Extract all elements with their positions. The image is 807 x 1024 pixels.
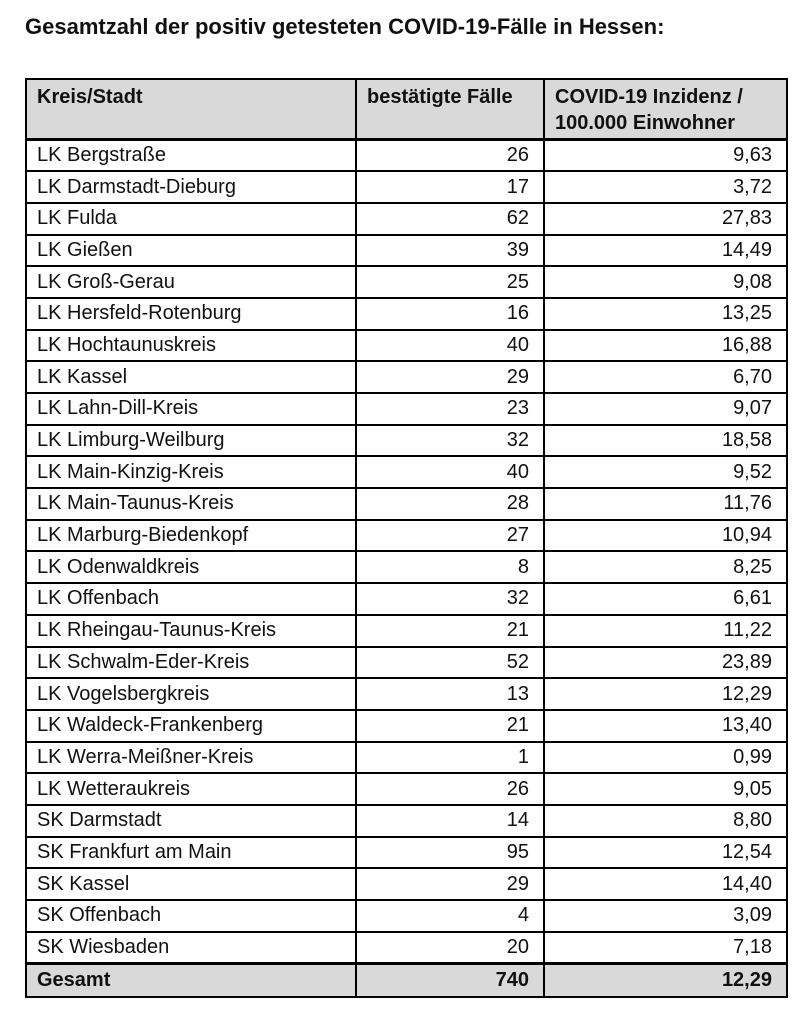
row-incidence-cell: 6,70 <box>544 361 787 393</box>
table-row <box>26 742 787 774</box>
row-incidence-cell: 16,88 <box>544 330 787 362</box>
row-name-cell: LK Limburg-Weilburg <box>26 425 356 457</box>
table-row <box>26 678 787 710</box>
row-incidence-cell: 8,80 <box>544 805 787 837</box>
row-name-cell: LK Main-Kinzig-Kreis <box>26 456 356 488</box>
row-incidence-cell: 12,54 <box>544 837 787 869</box>
row-incidence-cell: 13,25 <box>544 298 787 330</box>
row-incidence-cell: 9,63 <box>544 140 787 172</box>
table-header <box>26 79 787 140</box>
table-row <box>26 266 787 298</box>
row-incidence-cell: 8,25 <box>544 551 787 583</box>
row-cases-cell: 32 <box>356 583 544 615</box>
table-row <box>26 140 787 172</box>
row-cases-cell: 26 <box>356 140 544 172</box>
row-name-cell: LK Gießen <box>26 235 356 267</box>
row-name-cell: LK Vogelsbergkreis <box>26 678 356 710</box>
row-name-cell: SK Frankfurt am Main <box>26 837 356 869</box>
row-incidence-cell: 3,09 <box>544 900 787 932</box>
page-title: Gesamtzahl der positiv getesteten COVID-19-Fälle in Hessen: <box>25 14 665 39</box>
row-name-cell: LK Fulda <box>26 203 356 235</box>
table-row <box>26 710 787 742</box>
row-cases-cell: 16 <box>356 298 544 330</box>
table-row <box>26 583 787 615</box>
table-row <box>26 203 787 235</box>
row-name-cell: LK Darmstadt-Dieburg <box>26 171 356 203</box>
row-cases-cell: 1 <box>356 742 544 774</box>
row-name-cell: LK Rheingau-Taunus-Kreis <box>26 615 356 647</box>
row-cases-cell: 21 <box>356 710 544 742</box>
row-cases-cell: 52 <box>356 647 544 679</box>
row-name-cell: LK Wetteraukreis <box>26 773 356 805</box>
row-cases-cell: 28 <box>356 488 544 520</box>
row-incidence-cell: 13,40 <box>544 710 787 742</box>
row-name-cell: LK Werra-Meißner-Kreis <box>26 742 356 774</box>
row-name-cell: SK Darmstadt <box>26 805 356 837</box>
row-incidence-cell: 23,89 <box>544 647 787 679</box>
table-row <box>26 868 787 900</box>
row-name-cell: LK Waldeck-Frankenberg <box>26 710 356 742</box>
row-incidence-cell: 10,94 <box>544 520 787 552</box>
total-label: Gesamt <box>26 963 356 997</box>
table-row <box>26 647 787 679</box>
table-body <box>26 140 787 964</box>
covid-cases-table <box>25 78 788 998</box>
table-row <box>26 551 787 583</box>
row-name-cell: LK Offenbach <box>26 583 356 615</box>
row-cases-cell: 20 <box>356 932 544 964</box>
row-cases-cell: 39 <box>356 235 544 267</box>
row-cases-cell: 27 <box>356 520 544 552</box>
row-cases-cell: 8 <box>356 551 544 583</box>
table-row <box>26 361 787 393</box>
row-incidence-cell: 6,61 <box>544 583 787 615</box>
row-cases-cell: 23 <box>356 393 544 425</box>
row-name-cell: SK Kassel <box>26 868 356 900</box>
row-cases-cell: 17 <box>356 171 544 203</box>
header-bestaetigte-faelle: bestätigte Fälle <box>356 79 544 140</box>
row-incidence-cell: 0,99 <box>544 742 787 774</box>
row-name-cell: LK Odenwaldkreis <box>26 551 356 583</box>
table-row <box>26 615 787 647</box>
row-cases-cell: 32 <box>356 425 544 457</box>
row-incidence-cell: 9,52 <box>544 456 787 488</box>
row-incidence-cell: 11,22 <box>544 615 787 647</box>
header-kreis-stadt: Kreis/Stadt <box>26 79 356 140</box>
table-row <box>26 900 787 932</box>
header-row <box>26 79 787 140</box>
table-row <box>26 456 787 488</box>
row-incidence-cell: 7,18 <box>544 932 787 964</box>
row-cases-cell: 29 <box>356 868 544 900</box>
row-incidence-cell: 12,29 <box>544 678 787 710</box>
row-incidence-cell: 3,72 <box>544 171 787 203</box>
row-name-cell: SK Offenbach <box>26 900 356 932</box>
row-cases-cell: 21 <box>356 615 544 647</box>
row-incidence-cell: 27,83 <box>544 203 787 235</box>
row-name-cell: SK Wiesbaden <box>26 932 356 964</box>
row-cases-cell: 40 <box>356 456 544 488</box>
row-name-cell: LK Kassel <box>26 361 356 393</box>
row-incidence-cell: 11,76 <box>544 488 787 520</box>
row-cases-cell: 29 <box>356 361 544 393</box>
row-cases-cell: 95 <box>356 837 544 869</box>
table-row <box>26 805 787 837</box>
row-name-cell: LK Schwalm-Eder-Kreis <box>26 647 356 679</box>
row-cases-cell: 4 <box>356 900 544 932</box>
row-name-cell: LK Hochtaunuskreis <box>26 330 356 362</box>
row-cases-cell: 26 <box>356 773 544 805</box>
table-row <box>26 330 787 362</box>
row-cases-cell: 14 <box>356 805 544 837</box>
row-cases-cell: 40 <box>356 330 544 362</box>
row-name-cell: LK Hersfeld-Rotenburg <box>26 298 356 330</box>
header-inzidenz: COVID-19 Inzidenz / 100.000 Einwohner <box>544 79 787 140</box>
table-row <box>26 235 787 267</box>
row-name-cell: LK Marburg-Biedenkopf <box>26 520 356 552</box>
total-incidence: 12,29 <box>544 963 787 997</box>
table-row <box>26 520 787 552</box>
table-row <box>26 393 787 425</box>
row-incidence-cell: 9,05 <box>544 773 787 805</box>
row-cases-cell: 62 <box>356 203 544 235</box>
total-row <box>26 963 787 997</box>
row-incidence-cell: 14,49 <box>544 235 787 267</box>
table-row <box>26 488 787 520</box>
table-row <box>26 171 787 203</box>
table-footer <box>26 963 787 997</box>
row-cases-cell: 13 <box>356 678 544 710</box>
row-incidence-cell: 18,58 <box>544 425 787 457</box>
table-row <box>26 425 787 457</box>
row-incidence-cell: 9,07 <box>544 393 787 425</box>
row-name-cell: LK Bergstraße <box>26 140 356 172</box>
row-cases-cell: 25 <box>356 266 544 298</box>
table-row <box>26 298 787 330</box>
table-row <box>26 932 787 964</box>
row-name-cell: LK Main-Taunus-Kreis <box>26 488 356 520</box>
row-incidence-cell: 9,08 <box>544 266 787 298</box>
table-row <box>26 773 787 805</box>
total-cases: 740 <box>356 963 544 997</box>
row-name-cell: LK Lahn-Dill-Kreis <box>26 393 356 425</box>
row-incidence-cell: 14,40 <box>544 868 787 900</box>
table-row <box>26 837 787 869</box>
row-name-cell: LK Groß-Gerau <box>26 266 356 298</box>
